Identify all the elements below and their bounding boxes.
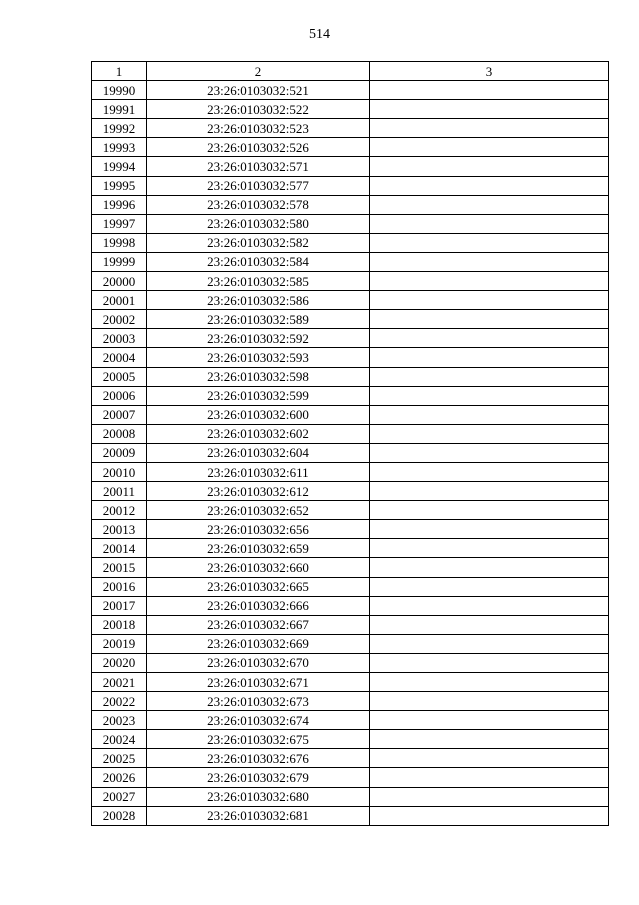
note-cell [370, 157, 609, 176]
row-number-cell: 19992 [92, 119, 147, 138]
cadastral-number-cell: 23:26:0103032:584 [147, 252, 370, 271]
table-row [92, 386, 609, 405]
table-row [92, 272, 609, 291]
cadastral-number-cell: 23:26:0103032:577 [147, 176, 370, 195]
table-row [92, 157, 609, 176]
cadastral-number-cell: 23:26:0103032:659 [147, 539, 370, 558]
row-number-cell: 19991 [92, 100, 147, 119]
note-cell [370, 653, 609, 672]
row-number-cell: 20003 [92, 329, 147, 348]
note-cell [370, 615, 609, 634]
note-cell [370, 348, 609, 367]
table-row [92, 405, 609, 424]
cadastral-number-cell: 23:26:0103032:571 [147, 157, 370, 176]
cadastral-number-cell: 23:26:0103032:675 [147, 730, 370, 749]
note-cell [370, 730, 609, 749]
note-cell [370, 119, 609, 138]
cadastral-number-cell: 23:26:0103032:670 [147, 653, 370, 672]
table-row [92, 596, 609, 615]
table-row [92, 558, 609, 577]
table-row [92, 501, 609, 520]
cadastral-number-cell: 23:26:0103032:679 [147, 768, 370, 787]
table-row [92, 749, 609, 768]
table-row [92, 462, 609, 481]
note-cell [370, 386, 609, 405]
note-cell [370, 806, 609, 825]
note-cell [370, 520, 609, 539]
row-number-cell: 20022 [92, 692, 147, 711]
row-number-cell: 20021 [92, 673, 147, 692]
cadastral-number-cell: 23:26:0103032:652 [147, 501, 370, 520]
table-row [92, 348, 609, 367]
column-header-1: 1 [92, 62, 147, 81]
table-row [92, 730, 609, 749]
column-header-2: 2 [147, 62, 370, 81]
note-cell [370, 749, 609, 768]
table-row [92, 787, 609, 806]
row-number-cell: 19998 [92, 233, 147, 252]
row-number-cell: 19993 [92, 138, 147, 157]
cadastral-number-cell: 23:26:0103032:580 [147, 214, 370, 233]
row-number-cell: 20028 [92, 806, 147, 825]
row-number-cell: 20007 [92, 405, 147, 424]
table-row [92, 673, 609, 692]
cadastral-number-cell: 23:26:0103032:656 [147, 520, 370, 539]
cadastral-number-cell: 23:26:0103032:585 [147, 272, 370, 291]
note-cell [370, 367, 609, 386]
row-number-cell: 20016 [92, 577, 147, 596]
table-row [92, 310, 609, 329]
cadastral-number-cell: 23:26:0103032:582 [147, 233, 370, 252]
table-row [92, 138, 609, 157]
table-row [92, 711, 609, 730]
table-row [92, 195, 609, 214]
cadastral-number-cell: 23:26:0103032:669 [147, 634, 370, 653]
note-cell [370, 310, 609, 329]
note-cell [370, 195, 609, 214]
row-number-cell: 20000 [92, 272, 147, 291]
cadastral-number-cell: 23:26:0103032:586 [147, 291, 370, 310]
note-cell [370, 768, 609, 787]
table-row [92, 291, 609, 310]
table-row [92, 119, 609, 138]
table-row [92, 329, 609, 348]
note-cell [370, 81, 609, 100]
table-row [92, 214, 609, 233]
row-number-cell: 19994 [92, 157, 147, 176]
table-row [92, 367, 609, 386]
row-number-cell: 19997 [92, 214, 147, 233]
table-row [92, 482, 609, 501]
header-row [92, 62, 609, 81]
note-cell [370, 272, 609, 291]
row-number-cell: 20014 [92, 539, 147, 558]
row-number-cell: 20025 [92, 749, 147, 768]
note-cell [370, 577, 609, 596]
row-number-cell: 20015 [92, 558, 147, 577]
cadastral-number-cell: 23:26:0103032:676 [147, 749, 370, 768]
note-cell [370, 233, 609, 252]
cadastral-number-cell: 23:26:0103032:598 [147, 367, 370, 386]
registry-table [91, 61, 609, 826]
row-number-cell: 20011 [92, 482, 147, 501]
row-number-cell: 20019 [92, 634, 147, 653]
cadastral-number-cell: 23:26:0103032:665 [147, 577, 370, 596]
cadastral-number-cell: 23:26:0103032:666 [147, 596, 370, 615]
row-number-cell: 20023 [92, 711, 147, 730]
row-number-cell: 20027 [92, 787, 147, 806]
table-row [92, 252, 609, 271]
table-row [92, 634, 609, 653]
row-number-cell: 20013 [92, 520, 147, 539]
row-number-cell: 19990 [92, 81, 147, 100]
cadastral-number-cell: 23:26:0103032:681 [147, 806, 370, 825]
cadastral-number-cell: 23:26:0103032:673 [147, 692, 370, 711]
note-cell [370, 176, 609, 195]
note-cell [370, 424, 609, 443]
cadastral-number-cell: 23:26:0103032:526 [147, 138, 370, 157]
row-number-cell: 19999 [92, 252, 147, 271]
cadastral-number-cell: 23:26:0103032:521 [147, 81, 370, 100]
row-number-cell: 20009 [92, 443, 147, 462]
note-cell [370, 673, 609, 692]
note-cell [370, 100, 609, 119]
note-cell [370, 634, 609, 653]
table-row [92, 577, 609, 596]
cadastral-number-cell: 23:26:0103032:612 [147, 482, 370, 501]
cadastral-number-cell: 23:26:0103032:592 [147, 329, 370, 348]
table-row [92, 615, 609, 634]
cadastral-number-cell: 23:26:0103032:680 [147, 787, 370, 806]
cadastral-number-cell: 23:26:0103032:611 [147, 462, 370, 481]
note-cell [370, 138, 609, 157]
row-number-cell: 20020 [92, 653, 147, 672]
row-number-cell: 19996 [92, 195, 147, 214]
cadastral-number-cell: 23:26:0103032:578 [147, 195, 370, 214]
cadastral-number-cell: 23:26:0103032:660 [147, 558, 370, 577]
table-row [92, 424, 609, 443]
row-number-cell: 20026 [92, 768, 147, 787]
cadastral-number-cell: 23:26:0103032:523 [147, 119, 370, 138]
table-row [92, 653, 609, 672]
cadastral-number-cell: 23:26:0103032:671 [147, 673, 370, 692]
row-number-cell: 20017 [92, 596, 147, 615]
row-number-cell: 20001 [92, 291, 147, 310]
note-cell [370, 501, 609, 520]
cadastral-number-cell: 23:26:0103032:522 [147, 100, 370, 119]
cadastral-number-cell: 23:26:0103032:599 [147, 386, 370, 405]
note-cell [370, 692, 609, 711]
row-number-cell: 20006 [92, 386, 147, 405]
cadastral-number-cell: 23:26:0103032:602 [147, 424, 370, 443]
column-header-3: 3 [370, 62, 609, 81]
table-row [92, 539, 609, 558]
table-row [92, 100, 609, 119]
note-cell [370, 291, 609, 310]
row-number-cell: 19995 [92, 176, 147, 195]
note-cell [370, 596, 609, 615]
note-cell [370, 252, 609, 271]
row-number-cell: 20024 [92, 730, 147, 749]
note-cell [370, 443, 609, 462]
note-cell [370, 462, 609, 481]
row-number-cell: 20005 [92, 367, 147, 386]
cadastral-number-cell: 23:26:0103032:593 [147, 348, 370, 367]
table-row [92, 443, 609, 462]
cadastral-number-cell: 23:26:0103032:604 [147, 443, 370, 462]
table-row [92, 233, 609, 252]
table-row [92, 520, 609, 539]
row-number-cell: 20012 [92, 501, 147, 520]
note-cell [370, 539, 609, 558]
cadastral-number-cell: 23:26:0103032:600 [147, 405, 370, 424]
row-number-cell: 20004 [92, 348, 147, 367]
row-number-cell: 20008 [92, 424, 147, 443]
table-row [92, 176, 609, 195]
table-header [92, 62, 609, 81]
table-row [92, 806, 609, 825]
cadastral-number-cell: 23:26:0103032:674 [147, 711, 370, 730]
cadastral-number-cell: 23:26:0103032:667 [147, 615, 370, 634]
note-cell [370, 405, 609, 424]
note-cell [370, 482, 609, 501]
note-cell [370, 711, 609, 730]
note-cell [370, 787, 609, 806]
note-cell [370, 329, 609, 348]
table-row [92, 81, 609, 100]
page-number: 514 [309, 27, 330, 42]
table-body [92, 81, 609, 826]
cadastral-number-cell: 23:26:0103032:589 [147, 310, 370, 329]
note-cell [370, 214, 609, 233]
row-number-cell: 20010 [92, 462, 147, 481]
row-number-cell: 20018 [92, 615, 147, 634]
table-row [92, 768, 609, 787]
row-number-cell: 20002 [92, 310, 147, 329]
note-cell [370, 558, 609, 577]
table-row [92, 692, 609, 711]
